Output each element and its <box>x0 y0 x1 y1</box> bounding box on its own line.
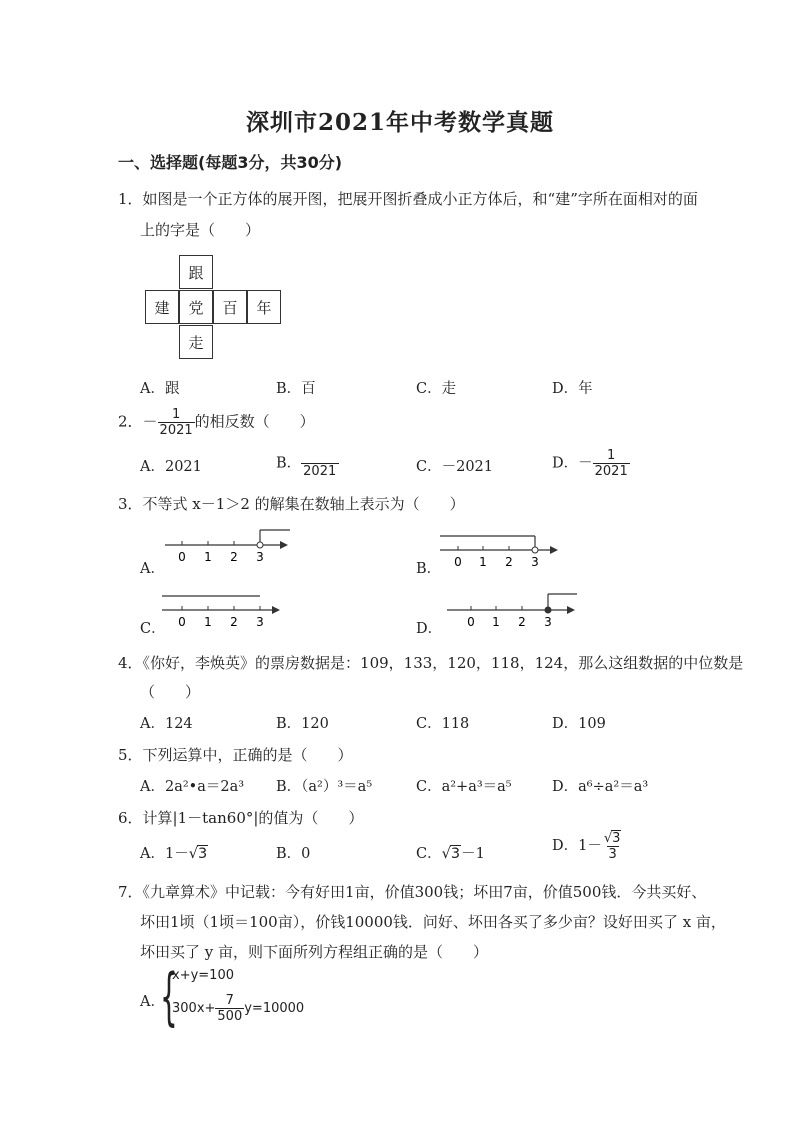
net-cell-bottom: 走 <box>179 325 213 359</box>
q3a-tick-1: 1 <box>204 550 212 564</box>
q2-option-d-den: 2021 <box>594 464 628 479</box>
q4-option-b[interactable]: B．120 <box>276 716 329 732</box>
q2-option-a[interactable]: A．2021 <box>140 459 202 475</box>
q4-stem-line1: 4．《你好，李焕英》的票房数据是：109，133，120，118，124，那么这组数据的中位数是 <box>118 654 744 672</box>
q6-option-d-sqrt-icon: √ <box>603 831 613 846</box>
q3d-tick-3: 3 <box>544 615 552 629</box>
q3b-tick-0: 0 <box>454 555 462 569</box>
q6-option-d-fraction <box>602 830 624 862</box>
q3c-tick-2: 2 <box>230 615 238 629</box>
q3b-tick-3: 3 <box>531 555 539 569</box>
q4-option-c[interactable]: C．118 <box>416 716 470 732</box>
q1-option-b[interactable]: B．百 <box>276 381 316 397</box>
q3-option-a-label[interactable]: A． <box>140 561 165 577</box>
q5-option-a[interactable]: A．2a²•a＝2a³ <box>140 779 245 795</box>
q2-option-b[interactable] <box>276 448 339 479</box>
q3c-tick-3: 3 <box>256 615 264 629</box>
q4-stem-line2: （ ） <box>140 683 201 701</box>
q2-option-b-num <box>316 448 324 463</box>
q6-option-d-den: 3 <box>608 847 617 862</box>
q7-brace-icon: { <box>160 960 178 1033</box>
q3d-tick-0: 0 <box>467 615 475 629</box>
q6-option-d-num <box>602 830 624 846</box>
q6-option-c-label: C． <box>416 846 442 862</box>
q2-option-b-fraction <box>301 448 339 479</box>
q6-option-a[interactable] <box>140 842 208 863</box>
q7-equation-2 <box>172 993 304 1024</box>
q6-stem: 6．计算|1－tan60°|的值为（ ） <box>118 809 364 827</box>
q2-fraction <box>158 407 195 438</box>
q7-stem-line3: 坏田买了 y 亩，则下面所列方程组正确的是（ ） <box>140 943 489 961</box>
net-cell-right1: 百 <box>213 290 247 324</box>
q3-option-b-label[interactable]: B． <box>416 561 442 577</box>
q3d-tick-1: 1 <box>492 615 500 629</box>
q6-option-a-radicand: 3 <box>197 846 208 862</box>
q6-option-d-radicand: 3 <box>612 831 621 846</box>
q6-option-a-sqrt-icon: √ <box>188 846 198 862</box>
q7-stem-line1: 7．《九章算术》中记载：今有好田1亩，价值300钱；坏田7亩，价值500钱．今共买好、 <box>118 883 707 901</box>
q1-option-c[interactable]: C．走 <box>416 381 457 397</box>
q3a-tick-2: 2 <box>230 550 238 564</box>
q2-option-b-den: 2021 <box>301 463 339 479</box>
q6-option-c-sqrt-icon: √ <box>441 846 451 862</box>
q6-option-d-label: D．1－ <box>552 838 602 854</box>
q7-eq2-den: 500 <box>217 1009 243 1024</box>
net-cell-left: 建 <box>145 290 179 324</box>
q6-option-c[interactable] <box>416 842 485 863</box>
q1-option-d[interactable]: D．年 <box>552 381 593 397</box>
q2-prefix: 2．－ <box>118 412 158 431</box>
q1-option-a[interactable]: A．跟 <box>140 381 180 397</box>
net-cell-center: 党 <box>179 290 213 324</box>
q7-eq2-fraction <box>215 993 244 1024</box>
q3d-tick-2: 2 <box>518 615 526 629</box>
q7-eq2-left: 300x+ <box>172 1001 216 1016</box>
page-title: 深圳市2021年中考数学真题 <box>245 109 554 136</box>
q3b-tick-2: 2 <box>505 555 513 569</box>
q2-option-c[interactable]: C．－2021 <box>416 459 493 475</box>
q3a-tick-3: 3 <box>256 550 264 564</box>
q3a-tick-0: 0 <box>178 550 186 564</box>
q3-numberline-d <box>445 588 580 633</box>
q6-option-c-radicand: 3 <box>450 846 461 862</box>
q7-equation-1: x+y=100 <box>172 968 234 983</box>
q7-stem-line2: 坏田1顷（1顷＝100亩），价钱10000钱．问好、坏田各买了多少亩？设好田买了 x 亩， <box>140 913 726 931</box>
q7-eq2-num: 7 <box>225 993 234 1008</box>
q3-numberline-a <box>160 525 290 570</box>
q2-suffix: 的相反数（ ） <box>194 412 315 431</box>
q4-option-d[interactable]: D．109 <box>552 716 606 732</box>
q6-option-d[interactable] <box>552 830 623 862</box>
q2-option-d-num: 1 <box>607 448 616 463</box>
q7-eq2-right: y=10000 <box>244 1001 305 1016</box>
q6-option-b[interactable]: B．0 <box>276 846 311 862</box>
q3b-tick-1: 1 <box>479 555 487 569</box>
q2-option-d-label: D．－ <box>552 455 593 472</box>
net-cell-top: 跟 <box>179 255 213 289</box>
q3-option-c-label[interactable]: C． <box>140 621 166 637</box>
q3-numberline-b <box>438 528 563 573</box>
q2-stem <box>118 407 315 438</box>
q1-stem-line1: 1．如图是一个正方体的展开图，把展开图折叠成小正方体后，和“建”字所在面相对的面 <box>118 190 698 208</box>
q5-option-d[interactable]: D．a⁶÷a²＝a³ <box>552 779 649 795</box>
q2-frac-num: 1 <box>171 407 181 422</box>
q2-option-b-label: B． <box>276 455 302 472</box>
q3-numberline-c <box>160 588 285 633</box>
q5-option-b[interactable]: B．（a²）³＝a⁵ <box>276 779 373 795</box>
net-cell-right2: 年 <box>247 290 281 324</box>
q2-option-d-fraction <box>593 448 630 479</box>
section-heading: 一、选择题(每题3分，共30分) <box>118 153 343 172</box>
q3c-tick-1: 1 <box>204 615 212 629</box>
q1-stem-line2: 上的字是（ ） <box>140 221 261 239</box>
q5-stem: 5．下列运算中，正确的是（ ） <box>118 746 353 764</box>
q3c-tick-0: 0 <box>178 615 186 629</box>
q6-option-a-label: A．1－ <box>140 846 189 862</box>
q7-option-a-label[interactable]: A． <box>140 994 165 1010</box>
q2-frac-den: 2021 <box>159 423 193 438</box>
q4-option-a[interactable]: A．124 <box>140 716 193 732</box>
q6-option-c-tail: －1 <box>461 846 485 862</box>
q5-option-c[interactable]: C．a²+a³＝a⁵ <box>416 779 512 795</box>
q2-option-d[interactable] <box>552 448 630 479</box>
q3-option-d-label[interactable]: D． <box>416 621 443 637</box>
q3-stem: 3．不等式 x－1＞2 的解集在数轴上表示为（ ） <box>118 495 465 513</box>
